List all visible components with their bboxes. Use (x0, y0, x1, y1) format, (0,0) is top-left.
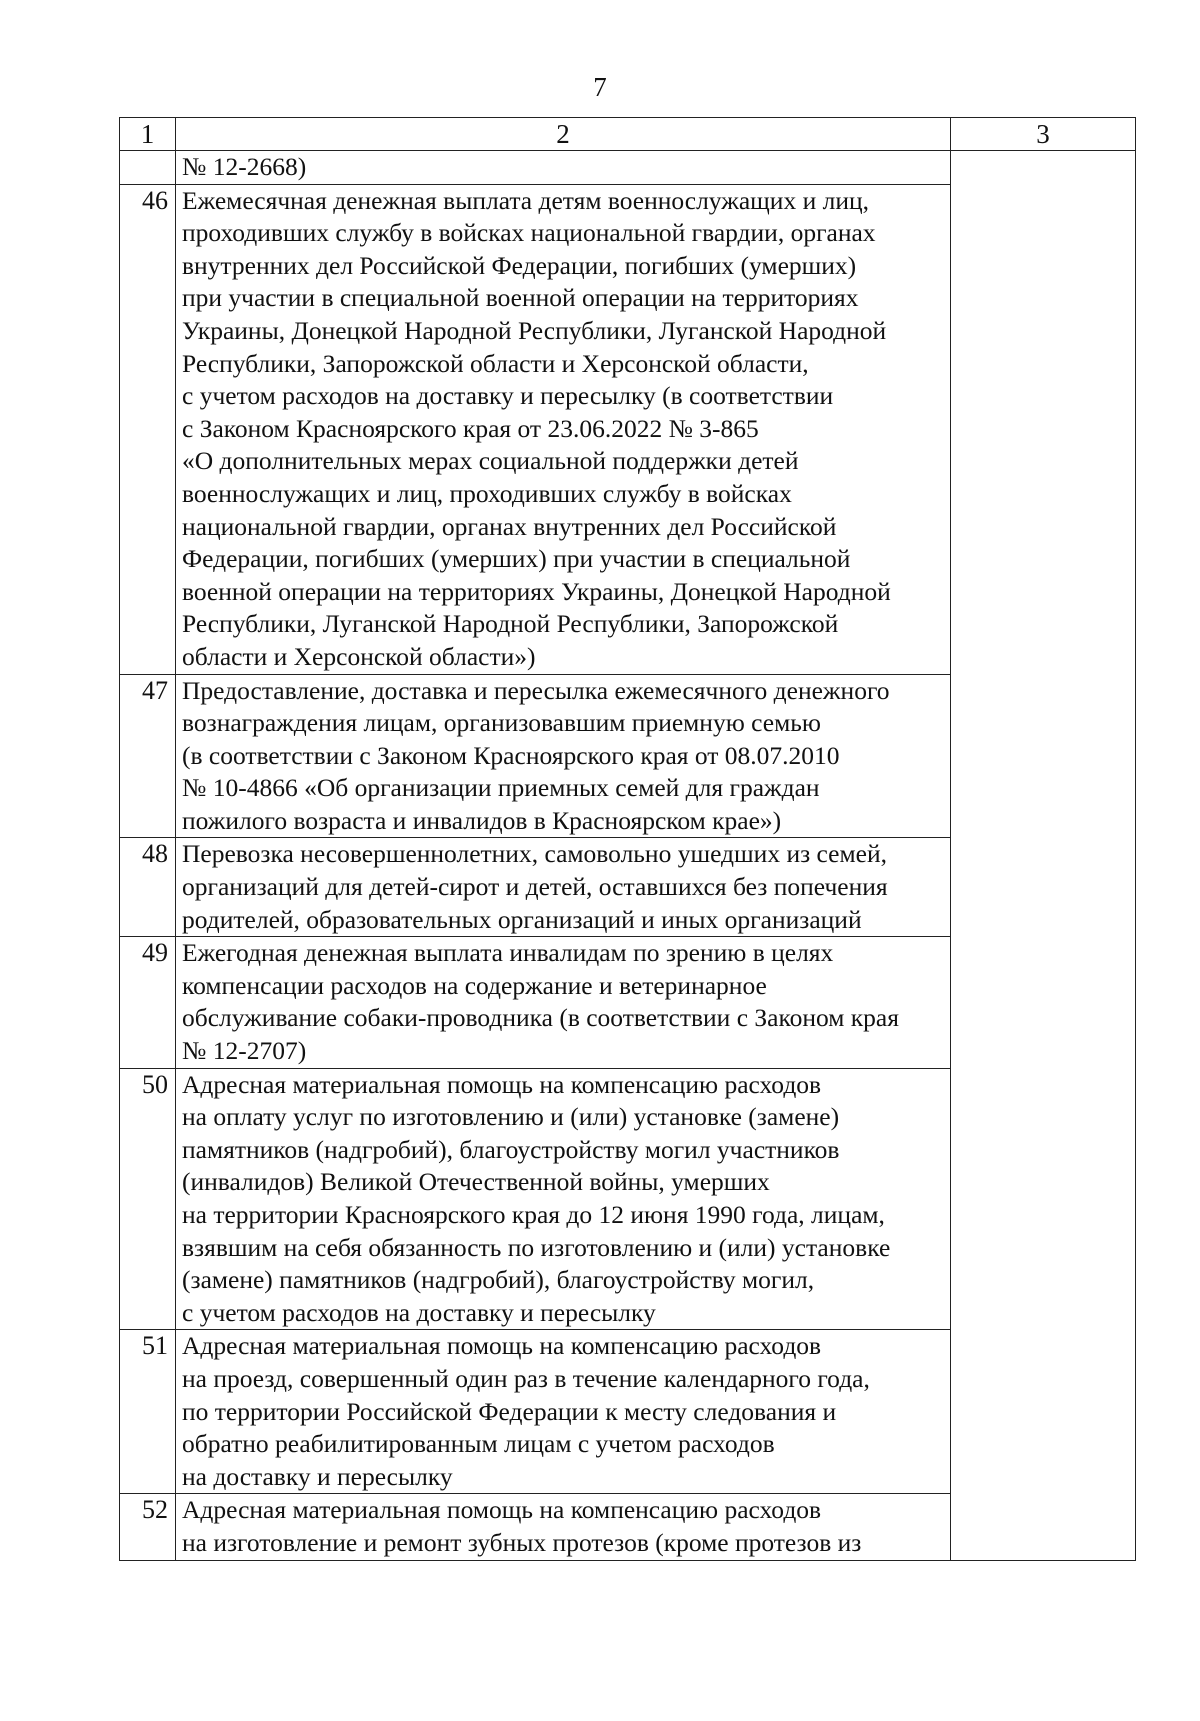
header-col-2: 2 (176, 118, 951, 151)
header-col-1: 1 (120, 118, 176, 151)
row-number: 52 (120, 1494, 176, 1560)
description-line: при участии в специальной военной операции на территориях (182, 283, 859, 313)
description-line: пожилого возраста и инвалидов в Красноярском крае») (182, 805, 782, 835)
description-line: (замене) памятников (надгробий), благоустройству могил, (182, 1265, 815, 1295)
description-line: на территории Красноярского края до 12 июня 1990 года, лицам, (182, 1200, 885, 1229)
row-number: 46 (120, 184, 176, 674)
description-line: с учетом расходов на доставку и пересылку (в соответствии (182, 381, 834, 411)
description-line: Республики, Луганской Народной Республики, Запорожской (182, 609, 839, 639)
row-description (176, 184, 951, 674)
row-number (120, 151, 176, 185)
row-description (176, 937, 951, 1068)
description-line: на оплату услуг по изготовлению и (или) установке (замене) (182, 1102, 840, 1132)
description-line: на проезд, совершенный один раз в течение календарного года, (182, 1363, 870, 1393)
description-line: № 12-2707) (182, 1036, 307, 1066)
description-line: военнослужащих и лиц, проходивших службу в войсках (182, 478, 792, 508)
description-line: Республики, Запорожской области и Херсонской области, (182, 348, 809, 378)
description-line: на доставку и пересылку (182, 1461, 453, 1491)
description-line: с Законом Красноярского края от 23.06.2022 № 3-865 (182, 413, 759, 443)
description-line: Адресная материальная помощь на компенсацию расходов (182, 1069, 822, 1099)
description-line: на изготовление и ремонт зубных протезов (кроме протезов из (182, 1527, 862, 1557)
row-number: 51 (120, 1330, 176, 1494)
description-line: (инвалидов) Великой Отечественной войны, умерших (182, 1167, 770, 1197)
description-line: Адресная материальная помощь на компенсацию расходов (182, 1331, 822, 1361)
row-number: 50 (120, 1068, 176, 1330)
description-line: вознаграждения лицам, организовавшим приемную семью (182, 708, 821, 738)
row-number: 47 (120, 674, 176, 838)
row-description (176, 151, 951, 185)
description-line: внутренних дел Российской Федерации, погибших (умерших) (182, 250, 857, 280)
table-header-row (120, 118, 1136, 151)
description-line: организаций для детей-сирот и детей, оставшихся без попечения (182, 872, 888, 902)
description-line: Ежегодная денежная выплата инвалидам по зрению в целях (182, 938, 834, 968)
row-number: 48 (120, 838, 176, 937)
description-line: памятников (надгробий), благоустройству могил участников (182, 1134, 840, 1164)
services-table (119, 117, 1136, 1561)
description-line: проходивших службу в войсках национальной гвардии, органах (182, 218, 876, 248)
description-line: Предоставление, доставка и пересылка ежемесячного денежного (182, 675, 890, 705)
description-line: Перевозка несовершеннолетних, самовольно ушедших из семей, (182, 839, 887, 869)
row-number: 49 (120, 937, 176, 1068)
description-line: военной операции на территориях Украины, Донецкой Народной (182, 576, 891, 606)
page-number: 7 (593, 72, 607, 102)
description-line: «О дополнительных мерах социальной поддержки детей (182, 446, 799, 476)
description-line: компенсации расходов на содержание и ветеринарное (182, 970, 767, 1000)
description-line: № 10-4866 «Об организации приемных семей для граждан (182, 773, 820, 803)
description-line: области и Херсонской области») (182, 641, 536, 671)
description-line: Адресная материальная помощь на компенсацию расходов (182, 1495, 822, 1525)
description-line: национальной гвардии, органах внутренних дел Российской (182, 511, 837, 541)
description-line: взявшим на себя обязанность по изготовлению и (или) установке (182, 1232, 891, 1262)
description-line: обслуживание собаки-проводника (в соответствии с Законом края (182, 1003, 899, 1033)
description-line: Украины, Донецкой Народной Республики, Луганской Народной (182, 315, 887, 345)
description-line: обратно реабилитированным лицам с учетом расходов (182, 1429, 775, 1459)
row-description (176, 1330, 951, 1494)
column-3-cell (951, 151, 1136, 1561)
description-line: по территории Российской Федерации к месту следования и (182, 1396, 837, 1426)
description-line: Ежемесячная денежная выплата детям военнослужащих и лиц, (182, 185, 869, 215)
header-col-3: 3 (951, 118, 1136, 151)
description-line: № 12-2668) (182, 152, 307, 181)
description-line: Федерации, погибших (умерших) при участии в специальной (182, 544, 851, 574)
description-line: родителей, образовательных организаций и иных организаций (182, 904, 862, 934)
description-line: с учетом расходов на доставку и пересылку (182, 1297, 656, 1327)
row-description (176, 674, 951, 838)
row-description (176, 1068, 951, 1330)
description-line: (в соответствии с Законом Красноярского края от 08.07.2010 (182, 740, 840, 770)
row-description (176, 838, 951, 937)
table-row (120, 151, 1136, 185)
row-description (176, 1494, 951, 1560)
